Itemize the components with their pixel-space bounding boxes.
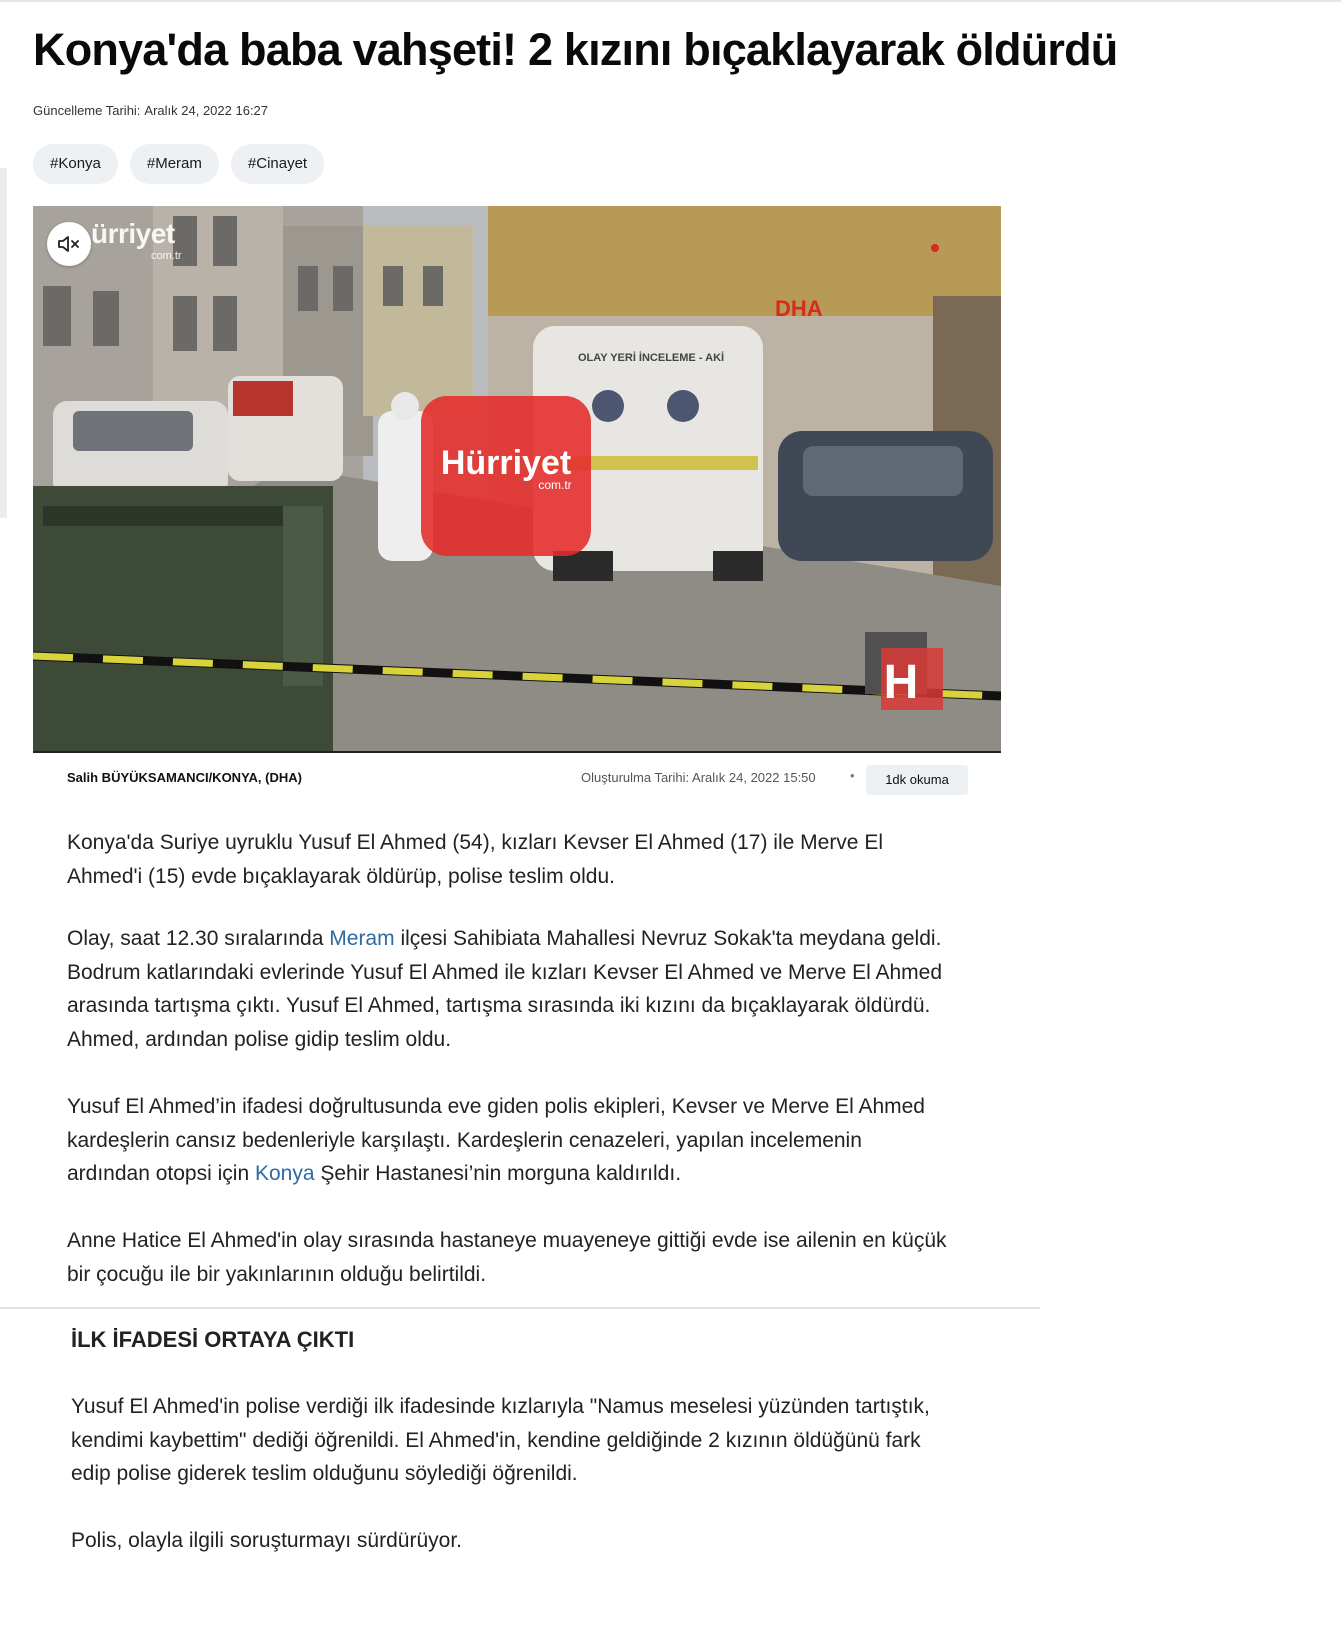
svg-text:OLAY YERİ İNCELEME - AKİ: OLAY YERİ İNCELEME - AKİ <box>578 352 725 364</box>
svg-text:com.tr: com.tr <box>538 478 572 492</box>
tag-list <box>33 144 324 184</box>
link-konya[interactable]: Konya <box>254 1162 315 1185</box>
created-date <box>581 770 816 785</box>
updated-date <box>33 103 272 118</box>
tag-cinayet[interactable]: #Cinayet <box>231 144 324 184</box>
speaker-muted-icon <box>58 235 80 253</box>
paragraph-2: Olay, saat 12.30 sıralarında Meram ilçesi Sahibiata Mahallesi Nevruz Sokak'ta meydana geldi. Bodrum katlarındaki evlerinde Yusuf El Ahmed ile kızları Kevser El Ahmed ve Merve El Ahmed arasında tartışma çıktı. Yusuf El Ahmed, tartışma sırasında iki kızını da bıçaklayarak öldürdü. Ahmed, ardından polise gidip teslim oldu. <box>67 927 943 1051</box>
byline: Salih BÜYÜKSAMANCI/KONYA, (DHA) <box>67 770 302 785</box>
section-heading: İLK İFADESİ ORTAYA ÇIKTI <box>71 1327 355 1352</box>
paragraph-6: Polis, olayla ilgili soruşturmayı sürdürüyor. <box>71 1529 462 1552</box>
paragraph-5: Yusuf El Ahmed'in polise verdiği ilk ifadesinde kızlarıyla "Namus meselesi yüzünden tartıştık, kendimi kaybettim" dediği öğrenildi. El Ahmed'in, kendine geldiğinde 2 kızının öldüğünü fark edip polise giderek teslim olduğunu söylediği öğrenildi. <box>71 1395 930 1485</box>
mute-button[interactable] <box>47 222 91 266</box>
article-title: Konya'da baba vahşeti! 2 kızını bıçaklayarak öldürdü <box>33 24 1118 75</box>
top-divider <box>0 0 1341 2</box>
video-watermark-small: ürriyet <box>91 218 175 249</box>
meta-separator: • <box>850 768 855 783</box>
video-watermark-small-sub: com.tr <box>151 250 182 262</box>
updated-value: Aralık 24, 2022 16:27 <box>144 103 269 118</box>
updated-label: Güncelleme Tarihi: <box>33 103 141 118</box>
paragraph-3: Yusuf El Ahmed’in ifadesi doğrultusunda eve giden polis ekipleri, Kevser ve Merve El Ahmed kardeşlerin cansız bedenleriyle karşılaştı. Kardeşlerin cenazeleri, yapılan incelemenin ardından otopsi için Konya Şehir Hastanesi’nin morguna kaldırıldı. <box>67 1095 925 1185</box>
paragraph-4: Anne Hatice El Ahmed'in olay sırasında hastaneye muayeneye gittiği evde ise ailenin en küçük bir çocuğu ile bir yakınlarının olduğu belirtildi. <box>67 1229 947 1286</box>
corner-logo: H <box>883 656 919 709</box>
tag-meram[interactable]: #Meram <box>130 144 219 184</box>
tag-konya[interactable]: #Konya <box>33 144 118 184</box>
link-meram[interactable]: Meram <box>329 927 395 950</box>
dha-logo: DHA <box>775 296 823 321</box>
article-meta <box>67 765 967 795</box>
created-value: Aralık 24, 2022 15:50 <box>692 770 816 785</box>
paragraph-1: Konya'da Suriye uyruklu Yusuf El Ahmed (54), kızları Kevser El Ahmed (17) ile Merve El Ahmed'i (15) evde bıçaklayarak öldürüp, polise teslim oldu. <box>67 831 883 888</box>
created-label: Oluşturulma Tarihi: <box>581 770 690 785</box>
video-watermark-center: Hürriyet <box>440 444 572 482</box>
video-frame <box>33 206 1001 751</box>
video-player[interactable] <box>33 206 1001 753</box>
read-time-badge: 1dk okuma <box>866 765 968 795</box>
left-edge-marker <box>0 168 7 518</box>
section-divider <box>0 1307 1040 1309</box>
